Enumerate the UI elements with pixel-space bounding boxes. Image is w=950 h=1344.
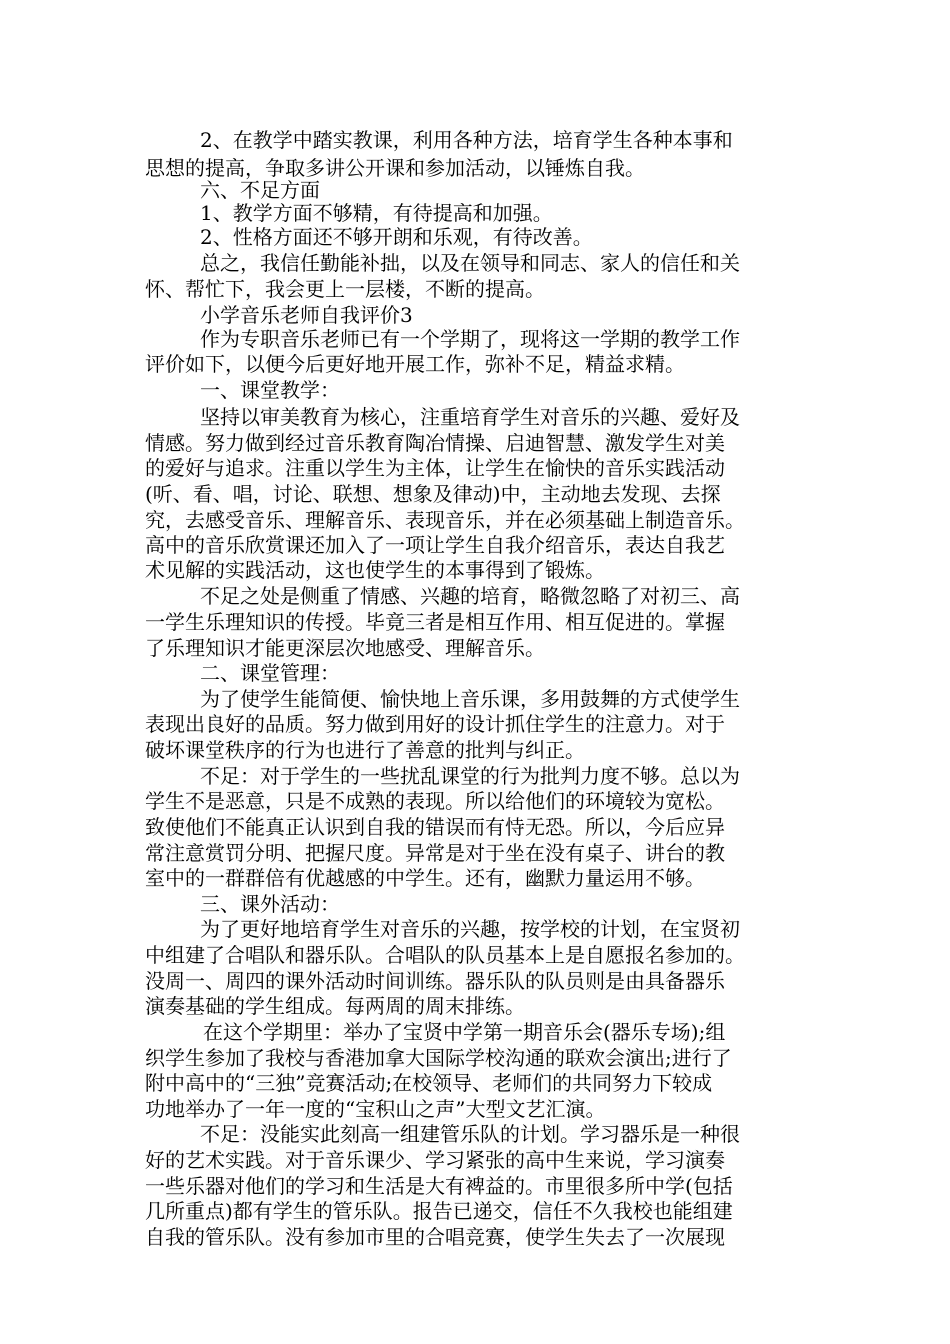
text-line: 织学生参加了我校与香港加拿大国际学校沟通的联欢会演出;进行了 <box>145 1046 732 1070</box>
text-line: 坚持以审美教育为核心，注重培育学生对音乐的兴趣、爱好及 <box>200 405 740 429</box>
section-heading: 三、课外活动： <box>200 892 340 916</box>
text-line: 一些乐器对他们的学习和生活是大有裨益的。市里很多所中学(包括 <box>145 1174 733 1198</box>
text-line: 附中高中的“三独”竞赛活动;在校领导、老师们的共同努力下较成 <box>145 1071 713 1095</box>
section-heading: 二、课堂管理： <box>200 661 340 685</box>
text-line: 破坏课堂秩序的行为也进行了善意的批判与纠正。 <box>145 738 585 762</box>
text-line: 2、在教学中踏实教课，利用各种方法，培育学生各种本事和 <box>200 128 733 152</box>
text-line: 一学生乐理知识的传授。毕竟三者是相互作用、相互促进的。掌握 <box>145 610 725 634</box>
text-line: 学生不是恶意，只是不成熟的表现。所以给他们的环境较为宽松。 <box>145 789 725 813</box>
text-line: 评价如下，以便今后更好地开展工作，弥补不足，精益求精。 <box>145 352 685 376</box>
text-line: 好的艺术实践。对于音乐课少、学习紧张的高中生来说，学习演奏 <box>145 1148 725 1172</box>
text-line: 为了使学生能简便、愉快地上音乐课，多用鼓舞的方式使学生 <box>200 687 740 711</box>
text-line: 几所重点)都有学生的管乐队。报告已递交，信任不久我校也能组建 <box>145 1199 733 1223</box>
text-line: 高中的音乐欣赏课还加入了一项让学生自我介绍音乐，表达自我艺 <box>145 533 725 557</box>
text-line: 术见解的实践活动，这也使学生的本事得到了锻炼。 <box>145 558 605 582</box>
section-heading: 六、不足方面 <box>200 178 320 202</box>
text-line: 自我的管乐队。没有参加市里的合唱竞赛，使学生失去了一次展现 <box>145 1225 725 1249</box>
text-line: 不足：没能实此刻高一组建管乐队的计划。学习器乐是一种很 <box>200 1122 740 1146</box>
text-line: (听、看、唱，讨论、联想、想象及律动)中，主动地去发现、去探 <box>145 482 721 506</box>
text-line: 没周一、周四的课外活动时间训练。器乐队的队员则是由具备器乐 <box>145 969 725 993</box>
text-line: 怀、帮忙下，我会更上一层楼，不断的提高。 <box>145 277 545 301</box>
text-line: 致使他们不能真正认识到自我的错误而有恃无恐。所以，今后应异 <box>145 815 725 839</box>
text-line: 2、性格方面还不够开朗和乐观，有待改善。 <box>200 225 593 249</box>
text-line: 思想的提高，争取多讲公开课和参加活动，以锤炼自我。 <box>145 156 645 180</box>
section-heading: 一、课堂教学： <box>200 378 340 402</box>
text-line: 功地举办了一年一度的“宝积山之声”大型文艺汇演。 <box>145 1097 606 1121</box>
text-line: 的爱好与追求。注重以学生为主体，让学生在愉快的音乐实践活动 <box>145 456 725 480</box>
text-line: 演奏基础的学生组成。每两周的周末排练。 <box>145 994 525 1018</box>
text-line: 表现出良好的品质。努力做到用好的设计抓住学生的注意力。对于 <box>145 712 725 736</box>
text-line: 中组建了合唱队和器乐队。合唱队的队员基本上是自愿报名参加的。 <box>145 943 745 967</box>
text-line: 为了更好地培育学生对音乐的兴趣，按学校的计划，在宝贤初 <box>200 917 740 941</box>
text-line: 究，去感受音乐、理解音乐、表现音乐，并在必须基础上制造音乐。 <box>145 508 745 532</box>
text-line: 情感。努力做到经过音乐教育陶冶情操、启迪智慧、激发学生对美 <box>145 431 725 455</box>
text-line: 室中的一群群倍有优越感的中学生。还有，幽默力量运用不够。 <box>145 866 705 890</box>
text-line: 常注意赏罚分明、把握尺度。异常是对于坐在没有桌子、讲台的教 <box>145 841 725 865</box>
text-line: 在这个学期里：举办了宝贤中学第一期音乐会(器乐专场);组 <box>203 1020 726 1044</box>
text-line: 作为专职音乐老师已有一个学期了，现将这一学期的教学工作 <box>200 327 740 351</box>
section-title: 小学音乐老师自我评价3 <box>200 303 413 327</box>
text-line: 不足之处是侧重了情感、兴趣的培育，略微忽略了对初三、高 <box>200 584 740 608</box>
text-line: 不足：对于学生的一些扰乱课堂的行为批判力度不够。总以为 <box>200 764 740 788</box>
text-line: 了乐理知识才能更深层次地感受、理解音乐。 <box>145 636 545 660</box>
text-line: 1、教学方面不够精，有待提高和加强。 <box>200 201 553 225</box>
text-line: 总之，我信任勤能补拙，以及在领导和同志、家人的信任和关 <box>200 251 740 275</box>
